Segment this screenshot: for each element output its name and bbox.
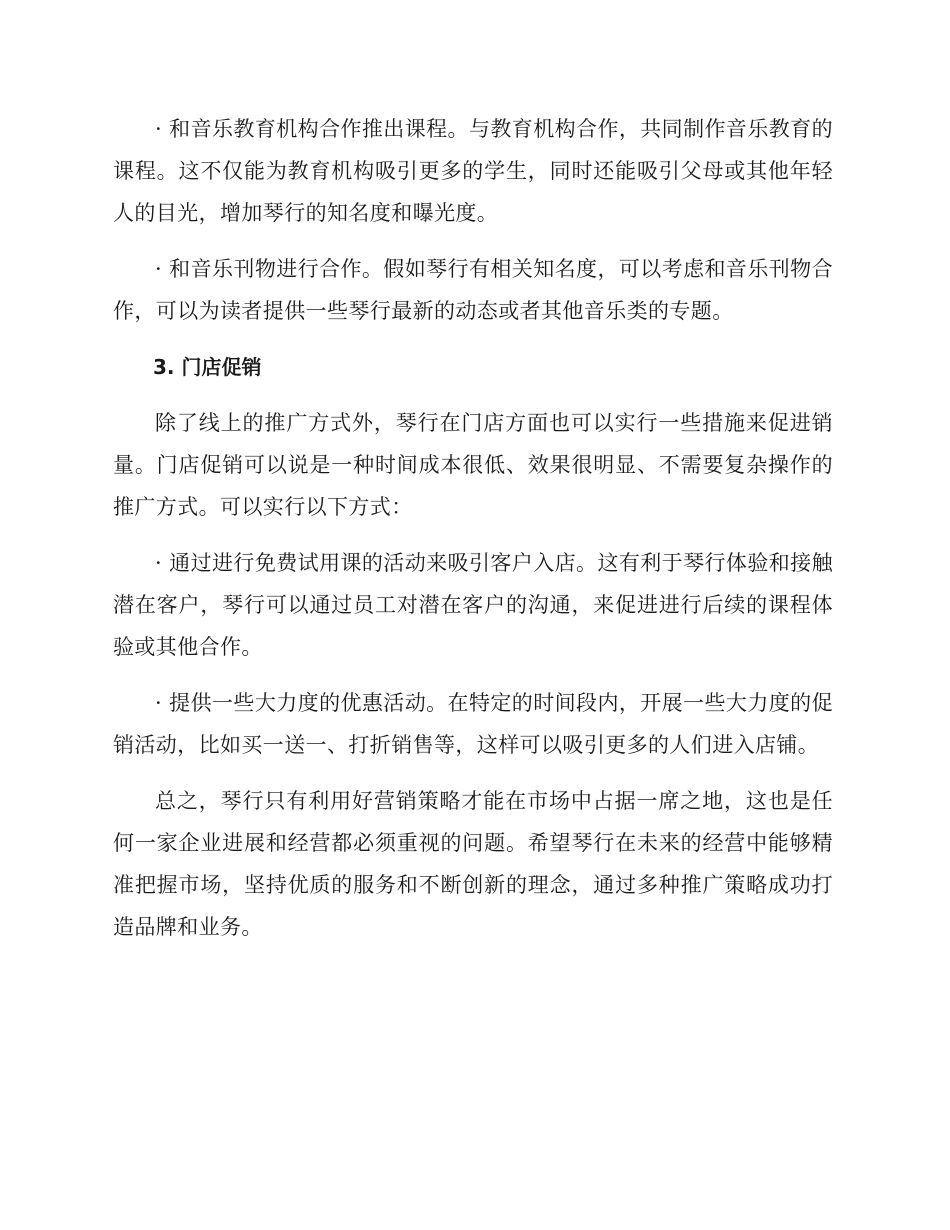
- paragraph-store-promotion-intro: 除了线上的推广方式外，琴行在门店方面也可以实行一些措施来促进销量。门店促销可以说是一种时间成本很低、效果很明显、不需要复杂操作的推广方式。可以实行以下方式：: [113, 411, 833, 519]
- bullet-paragraph-free-trial: · 通过进行免费试用课的活动来吸引客户入店。这有利于琴行体验和接触潜在客户，琴行可以通过员工对潜在客户的沟通，来促进进行后续的课程体验或其他合作。: [113, 551, 833, 659]
- document-page: [113, 108, 833, 962]
- bullet-paragraph-education-cooperation: · 和音乐教育机构合作推出课程。与教育机构合作，共同制作音乐教育的课程。这不仅能为教育机构吸引更多的学生，同时还能吸引父母或其他年轻人的目光，增加琴行的知名度和曝光度。: [113, 117, 833, 225]
- paragraph-conclusion: 总之，琴行只有利用好营销策略才能在市场中占据一席之地，这也是任何一家企业进展和经营都必须重视的问题。希望琴行在未来的经营中能够精准把握市场，坚持优质的服务和不断创新的理念，通过多种推广策略成功打造品牌和业务。: [113, 789, 833, 939]
- bullet-paragraph-magazine-cooperation: · 和音乐刊物进行合作。假如琴行有相关知名度，可以考虑和音乐刊物合作，可以为读者提供一些琴行最新的动态或者其他音乐类的专题。: [113, 257, 833, 323]
- bullet-paragraph-discount-activity: · 提供一些大力度的优惠活动。在特定的时间段内，开展一些大力度的促销活动，比如买一送一、打折销售等，这样可以吸引更多的人们进入店铺。: [113, 691, 833, 757]
- section-heading-store-promotion: 3. 门店促销: [153, 355, 262, 379]
